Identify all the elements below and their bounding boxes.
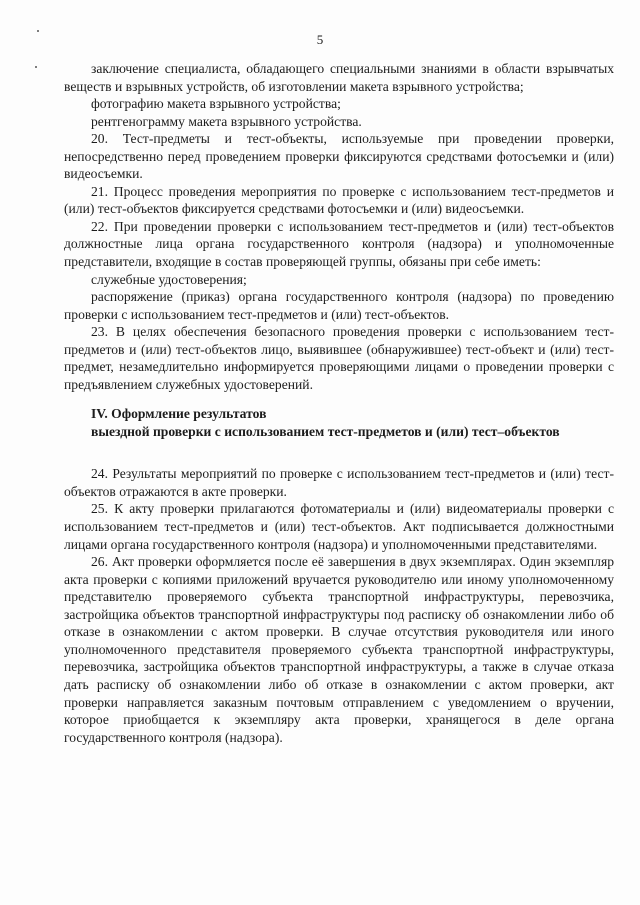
paragraph: 22. При проведении проверки с использованием тест-предметов и (или) тест-объектов должностные лица органа государственного контроля (надзора) и уполномоченные представители, входящие в состав проверяющей группы, обязаны при себе иметь: — [64, 218, 614, 270]
paragraph: заключение специалиста, обладающего специальными знаниями в области взрывчатых веществ и взрывных устройств, об изготовлении макета взрывного устройства; — [64, 61, 614, 94]
paragraph: 24. Результаты мероприятий по проверке с использованием тест-предметов и (или) тест-объектов отражаются в акте проверки. — [64, 466, 614, 499]
section-heading-line2: выездной проверки с использованием тест-предметов и (или) тест–объектов — [91, 424, 560, 440]
page-number: 5 — [316, 32, 324, 47]
spacer — [64, 393, 614, 405]
paragraph: 23. В целях обеспечения безопасного проведения проверки с использованием тест-предметов и (или) тест-объектов лицо, выявившее (обнаружившее) тест-объект и (или) тест-предмет, незамедлительно информируется проверяющими лицами о проведении проверки с предъявлением служебных удостоверений. — [64, 324, 614, 392]
paragraph: 21. Процесс проведения мероприятия по проверке с использованием тест-предметов и (или) тест-объектов фиксируется средствами фотосъемки и (или) видеосъемки. — [64, 183, 614, 217]
section-heading-line1: IV. Оформление результатов — [91, 406, 267, 422]
document-body — [64, 60, 614, 746]
paragraph: 20. Тест-предметы и тест-объекты, используемые при проведении проверки, непосредственно перед проведением проверки фиксируются средствами фотосъемки и (или) видеосъемки. — [64, 131, 614, 182]
scan-speck — [35, 66, 37, 68]
paragraph: рентгенограмму макета взрывного устройства. — [91, 113, 362, 129]
spacer — [64, 441, 614, 465]
paragraph: фотографию макета взрывного устройства; — [91, 96, 341, 112]
paragraph: служебные удостоверения; — [91, 271, 247, 287]
paragraph: 25. К акту проверки прилагаются фотоматериалы и (или) видеоматериалы проверки с использованием тест-предметов и (или) тест-объектов. Акт подписывается должностными лицами органа государственного контроля (надзора) и уполномоченными представителями. — [64, 501, 614, 552]
paragraph: распоряжение (приказ) органа государственного контроля (надзора) по проведению проверки с использованием тест-предметов и (или) тест-объектов. — [64, 289, 614, 322]
paragraph: 26. Акт проверки оформляется после её завершения в двух экземплярах. Один экземпляр акта проверки с копиями приложений вручается руководителю или иному уполномоченному представителю проверяемого субъекта транспортной инфраструктуры, перевозчика, застройщика объектов транспортной инфраструктуры под расписку об ознакомлении либо об отказе в ознакомлении с актом проверки. В случае отсутствия руководителя или иного уполномоченного представителя проверяемого субъекта транспортной инфраструктуры, перевозчика, застройщика объектов транспортной инфраструктуры, а также в случае отказа дать расписку об ознакомлении либо об отказе в ознакомлении с актом проверки, акт проверки направляется заказным почтовым отправлением с уведомлением о вручении, которое приобщается к экземпляру акта проверки, хранящегося в деле органа государственного контроля (надзора). — [64, 554, 614, 745]
